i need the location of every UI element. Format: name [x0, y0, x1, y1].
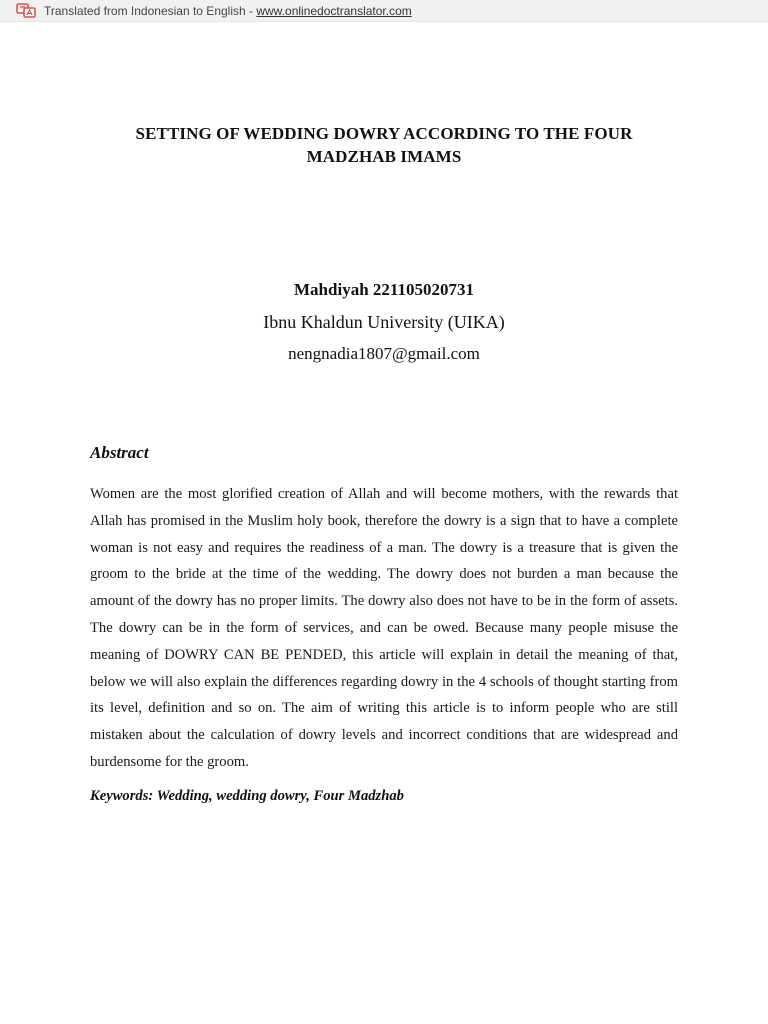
banner-text [44, 4, 412, 18]
translation-banner [0, 0, 768, 22]
author-email: nengnadia1807@gmail.com [288, 344, 480, 363]
translator-logo-icon [16, 3, 36, 18]
author-affiliation: Ibnu Khaldun University (UIKA) [263, 312, 505, 332]
banner-prefix: Translated from Indonesian to English - [44, 4, 257, 18]
document-title: SETTING OF WEDDING DOWRY ACCORDING TO THE FOUR MADZHAB IMAMS [135, 124, 633, 166]
abstract-heading: Abstract [90, 443, 149, 462]
keywords: Keywords: Wedding, wedding dowry, Four Madzhab [90, 788, 404, 804]
abstract-body: Women are the most glorified creation of Allah and will become mothers, with the rewards that Allah has promised in the Muslim holy book, therefore the dowry is a sign that to have a complete woman is not easy and requires the readiness of a man. The dowry is a treasure that is given the groom to the bride at the time of the wedding. The dowry does not burden a man because the amount of the dowry has no proper limits. The dowry also does not have to be in the form of assets. The dowry can be in the form of services, and can be owed. Because many people misuse the meaning of DOWRY CAN BE PENDED, this article will explain in detail the meaning of that, below we will also explain the differences regarding dowry in the 4 schools of thought starting from its level, definition and so on. The aim of writing this article is to inform people who are still mistaken about the calculation of dowry levels and incorrect conditions that are widespread and burdensome for the groom. [90, 486, 678, 770]
translator-link[interactable]: www.onlinedoctranslator.com [256, 4, 412, 18]
author-name: Mahdiyah 221105020731 [294, 280, 474, 299]
